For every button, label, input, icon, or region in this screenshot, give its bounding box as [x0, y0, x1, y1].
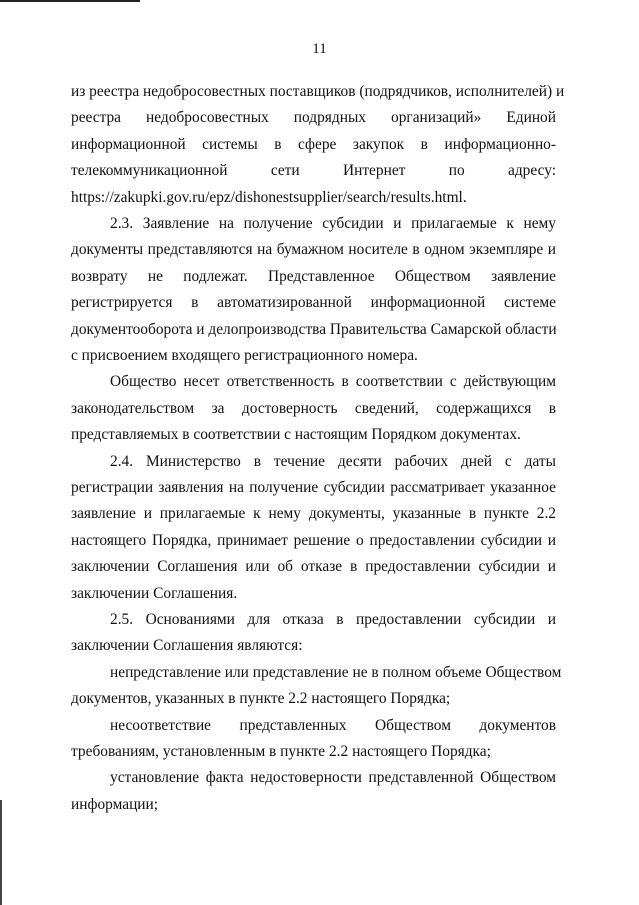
text-line: заявление и прилагаемые к нему документы, указанные в пункте 2.2 — [71, 505, 556, 523]
paragraph-first-line: непредставление или представление не в полном объеме Обществом — [110, 663, 562, 681]
paragraph-first-line: 2.5. Основаниями для отказа в предоставлении субсидии и — [110, 611, 556, 628]
scan-edge-line-top — [0, 0, 140, 2]
paragraph-first-line: несоответствие представленных Обществом документов — [110, 716, 556, 734]
text-line: заключении Соглашения являются: — [71, 637, 303, 655]
text-line: требованиям, установленным в пункте 2.2 настоящего Порядка; — [71, 743, 491, 760]
text-line: настоящего Порядка, принимает решение о предоставлении субсидии и — [71, 531, 556, 549]
text-line: информационной системы в сфере закупок в информационно- — [71, 135, 556, 153]
paragraph-first-line: 2.3. Заявление на получение субсидии и прилагаемые к нему — [110, 215, 556, 232]
text-line: заключении Соглашения или об отказе в предоставлении субсидии и — [71, 558, 556, 576]
text-line: телекоммуникационной сети Интернет по адресу: — [71, 162, 556, 180]
page-number: 11 — [312, 41, 327, 57]
text-line: регистрации заявления на получение субсидии рассматривает указанное — [71, 479, 556, 496]
text-line: документооборота и делопроизводства Правительства Самарской области — [71, 320, 557, 338]
text-line: возврату не подлежат. Представленное Обществом заявление — [71, 267, 556, 285]
text-line: реестра недобросовестных подрядных организаций» Единой — [71, 109, 556, 127]
paragraph-first-line: 2.4. Министерство в течение десяти рабочих дней с даты — [110, 452, 556, 470]
text-line: представляемых в соответствии с настоящим Порядком документах. — [71, 426, 521, 444]
paragraph-first-line: Общество несет ответственность в соответствии с действующим — [110, 373, 556, 391]
text-line: https://zakupki.gov.ru/epz/dishonestsupplier/search/results.html. — [71, 188, 467, 206]
text-line: законодательством за достоверность сведений, содержащихся в — [71, 399, 556, 417]
text-line: из реестра недобросовестных поставщиков (подрядчиков, исполнителей) и — [71, 83, 565, 100]
paragraph-first-line: установление факта недостоверности представленной Обществом — [110, 769, 556, 787]
scan-edge-line-left — [0, 800, 2, 905]
text-line: информации; — [71, 795, 159, 813]
text-line: заключении Соглашения. — [71, 584, 238, 602]
text-line: документы представляются на бумажном носителе в одном экземпляре и — [71, 241, 556, 259]
text-line: с присвоением входящего регистрационного номера. — [71, 347, 418, 364]
text-line: документов, указанных в пункте 2.2 настоящего Порядка; — [71, 690, 451, 708]
text-line: регистрируется в автоматизированной информационной системе — [71, 294, 556, 312]
